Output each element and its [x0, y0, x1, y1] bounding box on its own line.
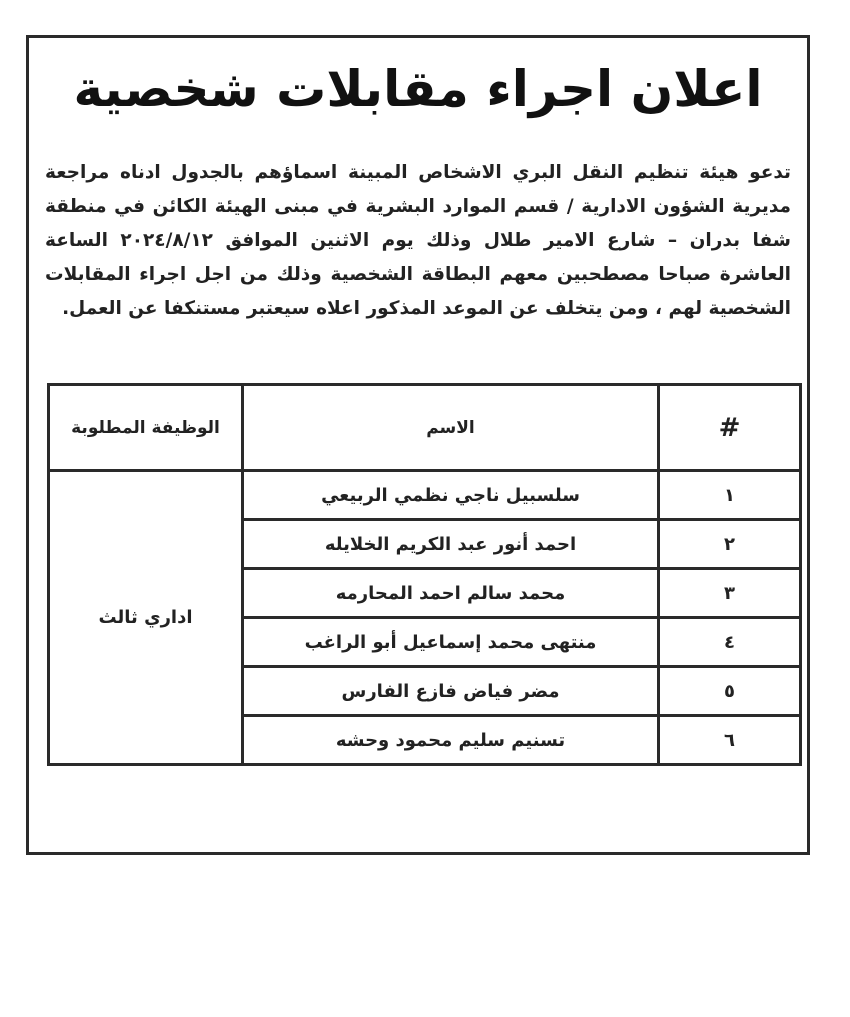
- notice-body: تدعو هيئة تنظيم النقل البري الاشخاص المبينة اسماؤهم بالجدول ادناه مراجعة مديرية الشؤون الادارية / قسم الموارد البشرية في مبنى الهيئة الكائن في منطقة شفا بدران – شارع الامير طلال وذلك يوم الاثنين الموافق ٢٠٢٤/٨/١٢ الساعة العاشرة صباحا مصطحبين معهم البطاقة الشخصية وذلك من اجل اجراء المقابلات الشخصية لهم ، ومن يتخلف عن الموعد المذكور اعلاه سيعتبر مستنكفا عن العمل.: [45, 162, 791, 319]
- row-name: احمد أنور عبد الكريم الخلايله: [243, 520, 659, 569]
- row-number: ٥: [659, 667, 801, 716]
- job-cell: اداري ثالث: [49, 471, 243, 765]
- row-name: سلسبيل ناجي نظمي الربيعي: [243, 471, 659, 520]
- row-name: مضر فياض فازع الفارس: [243, 667, 659, 716]
- row-number: ٦: [659, 716, 801, 765]
- row-name: تسنيم سليم محمود وحشه: [243, 716, 659, 765]
- notice-frame: [26, 35, 810, 855]
- notice-title: اعلان اجراء مقابلات شخصية: [73, 60, 763, 118]
- row-number: ١: [659, 471, 801, 520]
- table-header-row: [49, 385, 801, 471]
- header-job: الوظيفة المطلوبة: [49, 385, 243, 471]
- row-number: ٤: [659, 618, 801, 667]
- candidates-table: [47, 383, 802, 766]
- row-number: ٢: [659, 520, 801, 569]
- row-name: منتهى محمد إسماعيل أبو الراغب: [243, 618, 659, 667]
- row-name: محمد سالم احمد المحارمه: [243, 569, 659, 618]
- header-name: الاسم: [243, 385, 659, 471]
- row-number: ٣: [659, 569, 801, 618]
- header-number: #: [659, 385, 801, 471]
- table-row: [49, 471, 801, 520]
